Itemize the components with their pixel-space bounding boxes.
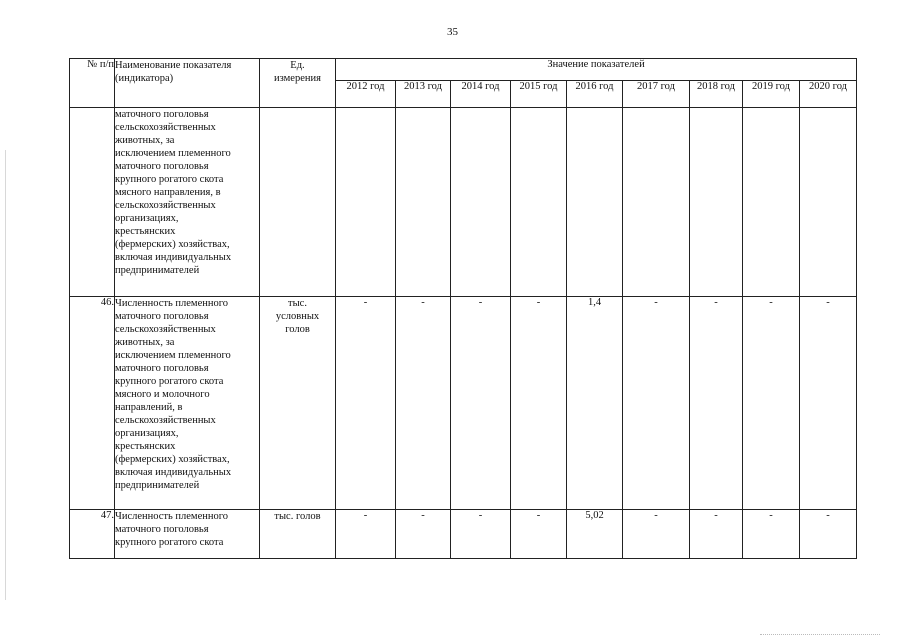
unit-cell xyxy=(260,510,336,559)
table-row xyxy=(70,510,857,559)
value-cell: - xyxy=(396,297,451,510)
name-line: включая индивидуальных xyxy=(115,252,232,263)
name-line: Численность племенного xyxy=(115,298,229,309)
value-cell xyxy=(396,108,451,297)
name-line: крестьянских xyxy=(115,441,176,452)
year-header: 2012 год xyxy=(336,81,396,108)
value-cell: - xyxy=(451,297,511,510)
name-line: маточного поголовья xyxy=(115,109,209,120)
name-line: маточного поголовья xyxy=(115,363,209,374)
row-number: 46. xyxy=(70,297,115,510)
indicator-name xyxy=(115,510,260,559)
value-cell: - xyxy=(800,510,857,559)
unit-cell xyxy=(260,297,336,510)
header-unit-line: Ед. xyxy=(290,60,305,71)
value-cell: - xyxy=(623,510,690,559)
value-cell: - xyxy=(511,510,567,559)
unit-line: голов xyxy=(285,324,310,335)
indicators-table xyxy=(69,58,857,559)
value-cell xyxy=(743,108,800,297)
value-cell: - xyxy=(511,297,567,510)
value-cell: - xyxy=(336,510,396,559)
unit-line: условных xyxy=(275,311,320,322)
name-line: животных, за xyxy=(115,135,175,146)
value-cell: - xyxy=(396,510,451,559)
year-header: 2019 год xyxy=(743,81,800,108)
scan-margin-line xyxy=(5,150,6,600)
scan-artifact-dots xyxy=(760,634,880,636)
value-cell: 5,02 xyxy=(567,510,623,559)
value-cell: - xyxy=(800,297,857,510)
value-cell xyxy=(336,108,396,297)
value-cell: 1,4 xyxy=(567,297,623,510)
name-line: животных, за xyxy=(115,337,175,348)
row-number: 47. xyxy=(70,510,115,559)
value-cell xyxy=(623,108,690,297)
name-line: включая индивидуальных xyxy=(115,467,232,478)
value-cell xyxy=(451,108,511,297)
table-row xyxy=(70,108,857,297)
value-cell xyxy=(690,108,743,297)
header-name xyxy=(115,59,260,108)
value-cell: - xyxy=(336,297,396,510)
name-line: Численность племенного xyxy=(115,511,229,522)
value-cell: - xyxy=(690,297,743,510)
value-cell: - xyxy=(743,297,800,510)
name-line: сельскохозяйственных xyxy=(115,122,216,133)
header-name-line: (индикатора) xyxy=(115,73,174,85)
name-line: предпринимателей xyxy=(115,480,200,491)
name-line: мясного направления, в xyxy=(115,187,221,198)
header-name-line: Наименование показателя xyxy=(115,60,232,71)
name-line: маточного поголовья xyxy=(115,311,209,322)
name-line: крупного рогатого скота xyxy=(115,174,224,185)
name-line: предпринимателей xyxy=(115,265,200,276)
header-num: № п/п xyxy=(70,59,115,108)
indicator-name xyxy=(115,108,260,297)
name-line: исключением племенного xyxy=(115,350,231,361)
header-row-top xyxy=(70,59,857,81)
year-header: 2013 год xyxy=(396,81,451,108)
name-line: маточного поголовья xyxy=(115,524,209,535)
name-line: направлений, в xyxy=(115,402,183,413)
name-line: крупного рогатого скота xyxy=(115,537,224,548)
name-line: маточного поголовья xyxy=(115,161,209,172)
name-line: организациях, xyxy=(115,428,179,439)
name-line: организациях, xyxy=(115,213,179,224)
unit-cell xyxy=(260,108,336,297)
value-cell: - xyxy=(743,510,800,559)
value-cell: - xyxy=(623,297,690,510)
page-number: 35 xyxy=(447,26,458,38)
row-number xyxy=(70,108,115,297)
value-cell xyxy=(800,108,857,297)
year-header: 2017 год xyxy=(623,81,690,108)
header-values: Значение показателей xyxy=(336,59,857,81)
unit-line: тыс. xyxy=(288,298,307,309)
name-line: крупного рогатого скота xyxy=(115,376,224,387)
table-row xyxy=(70,297,857,510)
year-header: 2014 год xyxy=(451,81,511,108)
name-line: сельскохозяйственных xyxy=(115,324,216,335)
year-header: 2015 год xyxy=(511,81,567,108)
name-line: сельскохозяйственных xyxy=(115,200,216,211)
value-cell xyxy=(567,108,623,297)
name-line: (фермерских) хозяйствах, xyxy=(115,454,230,465)
indicator-name xyxy=(115,297,260,510)
year-header: 2018 год xyxy=(690,81,743,108)
name-line: исключением племенного xyxy=(115,148,231,159)
header-unit xyxy=(260,59,336,108)
value-cell: - xyxy=(451,510,511,559)
value-cell: - xyxy=(690,510,743,559)
name-line: мясного и молочного xyxy=(115,389,210,400)
unit-line: тыс. голов xyxy=(274,511,321,522)
year-header: 2020 год xyxy=(800,81,857,108)
name-line: сельскохозяйственных xyxy=(115,415,216,426)
name-line: (фермерских) хозяйствах, xyxy=(115,239,230,250)
value-cell xyxy=(511,108,567,297)
year-header: 2016 год xyxy=(567,81,623,108)
name-line: крестьянских xyxy=(115,226,176,237)
header-unit-line: измерения xyxy=(274,73,321,85)
